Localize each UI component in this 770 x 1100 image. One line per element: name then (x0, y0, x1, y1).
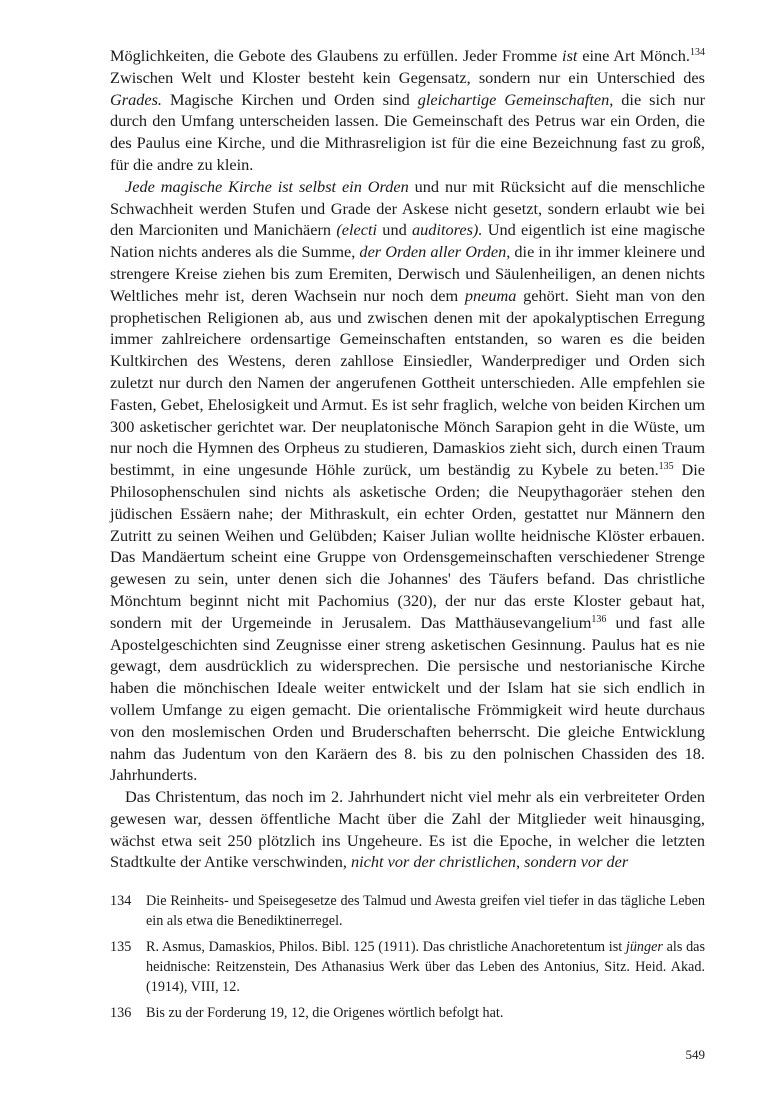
footnotes (110, 891, 705, 1029)
italic-text: auditores). (412, 220, 483, 240)
italic-text: jünger (625, 939, 663, 955)
text-run: R. Asmus, Damaskios, Philos. Bibl. 125 (1911). Das christliche Anachoretentum ist (146, 939, 626, 955)
text-run: Die Reinheits- und Speisegesetze des Talmud und Awesta greifen viel tiefer in das tägliche Leben ein als etwa die Benediktinerregel. (146, 893, 705, 929)
page-number: 549 (685, 1047, 705, 1062)
main-text (110, 45, 705, 873)
text-run: Zwischen Welt und Kloster besteht kein Gegensatz, sondern nur ein Unterschied des (110, 67, 705, 87)
footnote (110, 937, 705, 997)
text-run: als das heidnische: Reitzenstein, Des Athanasius Werk über das Leben des Antonius, Sitz. Heid. Akad. (1914), VIII, 12. (146, 939, 705, 995)
text-run: gehört. Sieht man von den prophetischen Religionen ab, aus und zwischen denen mit der apokalyptischen Erregung immer zahlreichere ordensartige Gemeinschaften entstanden, so waren es die beiden Kultkirchen des Westens, deren zahllose Einsiedler, Wanderprediger und Orden sich zuletzt nur durch den Namen der angerufenen Gottheit unterschieden. Alle empfehlen sie Fasten, Gebet, Ehelosigkeit und Armut. Es ist sehr fraglich, welche von beiden Kirchen um 300 asketischer gerichtet war. Der neuplatonische Mönch Sarapion geht in die Wüste, um nur noch die Hymnen des Orpheus zu studieren, Damaskios zieht sich, durch einen Traum bestimmt, in eine ungesunde Höhle zurück, um beständig zu Kybele zu beten. (110, 285, 705, 480)
italic-text: der Orden aller Orden, (359, 242, 511, 262)
footnote-ref: 136 (591, 613, 607, 625)
footnote-ref: 135 (658, 461, 674, 473)
text-run: Magische Kirchen und Orden sind (162, 89, 418, 109)
text-run: Das Christentum, das noch im 2. Jahrhundert nicht viel mehr als ein verbreiteter Orden gewesen war, dessen öffentliche Macht über die Zahl der Mitglieder weit hinausging, wächst etwa seit 250 plötzlich ins Ungeheure. Es ist die Epoche, in welcher die letzten Stadtkulte der Antike verschwinden, (110, 787, 705, 872)
book-page (110, 45, 706, 1062)
footnote-number: 134 (110, 893, 132, 909)
text-run: Möglichkeiten, die Gebote des Glaubens zu erfüllen. Jeder Fromme (110, 46, 563, 65)
italic-text: gleichartige Gemeinschaften, (417, 89, 614, 109)
italic-text: ist (562, 46, 578, 65)
text-run: Bis zu der Forderung 19, 12, die Origenes wörtlich befolgt hat. (146, 1005, 504, 1021)
text-run: Und eigentlich ist eine magische Nation nichts anderes als die Summe, (110, 220, 706, 262)
italic-text: (electi (336, 220, 378, 240)
italic-text: pneuma (464, 285, 517, 305)
text-run: Die Philosophenschulen sind nichts als asketische Orden; die Neupythagoräer stehen den jüdischen Essäern nahe; der Mithraskult, ein echter Orden, gestattet nur Männern den Zutritt zu seinen Weihen und Gelübden; Kaiser Julian wollte heidnische Klöster erbauen. Das Mandäertum scheint eine Gruppe von Ordensgemeinschaften verschiedener Strenge gewesen zu sein, unter denen sich die Johannes' des Täufers befand. Das christliche Mönchtum beginnt nicht mit Pachomius (320), der nur das erste Kloster gebaut hat, sondern mit der Urgemeinde in Jerusalem. Das Matthäusevangelium (110, 460, 706, 632)
italic-text: Grades. (110, 89, 163, 109)
footnote (110, 1003, 705, 1023)
text-run: und nur mit Rücksicht auf die menschliche Schwachheit werden Stufen und Grade der Askese nicht gesetzt, sondern erlaubt wie bei den Marcioniten und Manichäern (110, 176, 705, 240)
italic-text: nicht vor der christlichen, sondern vor der (351, 852, 629, 872)
text-run: und fast alle Apostelgeschichten sind Zeugnisse einer streng asketischen Gesinnung. Paulus hat es nie gewagt, dem ausdrücklich zu widersprechen. Die persische und nestorianische Kirche haben die mönchischen Ideale weiter entwickelt und der Islam hat sie sich endlich in vollem Umfange zu eigen gemacht. Die orientalische Frömmigkeit wird heute durchaus von den moslemischen Orden und Bruderschaften beherrscht. Die gleiche Entwicklung nahm das Judentum von den Karäern des 8. bis zu den polnischen Chassiden des 18. Jahrhunderts. (110, 612, 705, 785)
text-run: eine Art Mönch. (577, 46, 690, 65)
text-run: die sich nur durch den Umfang unterscheiden lassen. Die Gemeinschaft des Petrus war ein Orden, die des Paulus eine Kirche, und die Mithrasreligion ist für die eine Bezeichnung fast zu groß, für die andre zu klein. (110, 89, 706, 174)
text-run: die in ihr immer kleinere und strengere Kreise ziehen bis zum Eremiten, Derwisch und Säulenheiligen, an denen nichts Weltliches mehr ist, deren Wachsein nur noch dem (110, 242, 705, 305)
footnote (110, 891, 705, 931)
footnote-number: 136 (110, 1005, 132, 1021)
text-run: und (377, 220, 413, 240)
footnote-number: 135 (110, 939, 132, 955)
paragraph (110, 45, 705, 176)
footnote-ref: 134 (690, 47, 705, 58)
paragraph (110, 176, 705, 786)
italic-text: Jede magische Kirche ist selbst ein Orden (125, 176, 409, 196)
paragraph (110, 786, 705, 873)
